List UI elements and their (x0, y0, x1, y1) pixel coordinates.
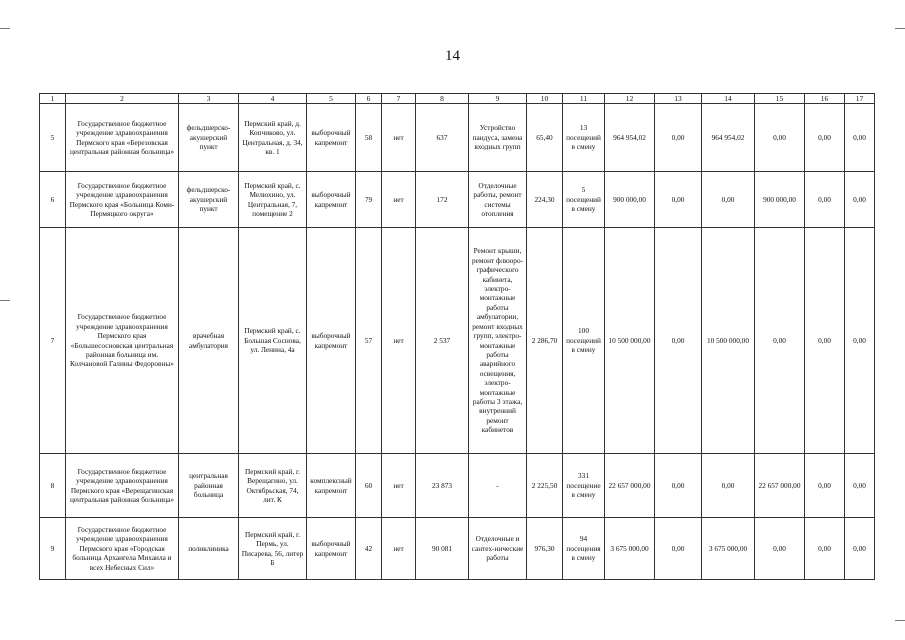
scan-edge-mark (0, 28, 10, 29)
column-header: 8 (416, 94, 469, 104)
column-header: 16 (805, 94, 845, 104)
column-header: 5 (307, 94, 356, 104)
cell-col16: 0,00 (805, 172, 845, 228)
repair-type: комплексный капремонт (307, 454, 356, 518)
cell-col11: 100 посещений в смену (563, 228, 605, 454)
cell-col8: 637 (416, 104, 469, 172)
cell-col8: 90 081 (416, 518, 469, 580)
cell-col11: 331 посещение в смену (563, 454, 605, 518)
row-number: 8 (40, 454, 66, 518)
facilities-table-wrapper (39, 93, 875, 580)
cell-col11: 94 посещения в смену (563, 518, 605, 580)
organization-name: Государственное бюджетное учреждение здравоохранения Пермского края «Городская больница Архангела Михаила и всех Небесных Сил» (66, 518, 179, 580)
cell-col8: 2 537 (416, 228, 469, 454)
column-header: 2 (66, 94, 179, 104)
cell-col17: 0,00 (845, 172, 875, 228)
facility-address: Пермский край, с. Мелюхино, ул. Центральная, 7, помещение 2 (239, 172, 307, 228)
column-header: 12 (605, 94, 655, 104)
table-row (40, 518, 875, 580)
cell-col15: 900 000,00 (755, 172, 805, 228)
column-header: 1 (40, 94, 66, 104)
repair-type: выборочный капремонт (307, 172, 356, 228)
organization-name: Государственное бюджетное учреждение здравоохранения Пермского края «Больница Коми-Пермяцкого округа» (66, 172, 179, 228)
cell-col6: 60 (356, 454, 382, 518)
organization-name: Государственное бюджетное учреждение здравоохранения Пермского края «Березовская центральная районная больница» (66, 104, 179, 172)
facility-address: Пермский край, с. Большая Соснова, ул. Ленина, 4а (239, 228, 307, 454)
facility-address: Пермский край, д. Копчиково, ул. Центральная, д. 34, кв. 1 (239, 104, 307, 172)
cell-col17: 0,00 (845, 104, 875, 172)
facility-type: центральная районная больница (179, 454, 239, 518)
column-header: 17 (845, 94, 875, 104)
works-description: Устройство пандуса, замена входных групп (469, 104, 527, 172)
column-header: 3 (179, 94, 239, 104)
cell-col10: 2 225,50 (527, 454, 563, 518)
cell-col14: 3 675 000,00 (702, 518, 755, 580)
table-row (40, 172, 875, 228)
works-description: Отделочные работы, ремонт системы отопления (469, 172, 527, 228)
cell-col10: 976,30 (527, 518, 563, 580)
column-header: 10 (527, 94, 563, 104)
cell-col17: 0,00 (845, 454, 875, 518)
facility-type: фельдшерско-акушерский пункт (179, 172, 239, 228)
column-header: 4 (239, 94, 307, 104)
cell-col7: нет (382, 104, 416, 172)
cell-col12: 900 000,00 (605, 172, 655, 228)
scan-edge-mark (0, 300, 10, 301)
table-row (40, 104, 875, 172)
cell-col6: 79 (356, 172, 382, 228)
facility-type: фельдшерско-акушерский пункт (179, 104, 239, 172)
cell-col7: нет (382, 172, 416, 228)
column-header: 6 (356, 94, 382, 104)
column-number-row (40, 94, 875, 104)
row-number: 5 (40, 104, 66, 172)
cell-col16: 0,00 (805, 518, 845, 580)
cell-col15: 0,00 (755, 228, 805, 454)
cell-col17: 0,00 (845, 518, 875, 580)
organization-name: Государственное бюджетное учреждение здравоохранения Пермского края «Верещагинская центральная районная больница» (66, 454, 179, 518)
cell-col13: 0,00 (655, 518, 702, 580)
facilities-table (39, 93, 875, 580)
cell-col11: 13 посещений в смену (563, 104, 605, 172)
cell-col10: 65,40 (527, 104, 563, 172)
repair-type: выборочный капремонт (307, 104, 356, 172)
page-number: 14 (445, 48, 460, 64)
column-header: 14 (702, 94, 755, 104)
facility-type: врачебная амбулатория (179, 228, 239, 454)
cell-col16: 0,00 (805, 104, 845, 172)
cell-col16: 0,00 (805, 228, 845, 454)
scan-edge-mark (895, 620, 905, 621)
cell-col15: 0,00 (755, 104, 805, 172)
cell-col12: 964 954,02 (605, 104, 655, 172)
repair-type: выборочный капремонт (307, 518, 356, 580)
cell-col14: 964 954,02 (702, 104, 755, 172)
row-number: 7 (40, 228, 66, 454)
cell-col10: 2 286,70 (527, 228, 563, 454)
column-header: 13 (655, 94, 702, 104)
works-description: - (469, 454, 527, 518)
cell-col7: нет (382, 454, 416, 518)
cell-col6: 57 (356, 228, 382, 454)
cell-col13: 0,00 (655, 172, 702, 228)
cell-col17: 0,00 (845, 228, 875, 454)
organization-name: Государственное бюджетное учреждение здравоохранения Пермского края «Большесосновская центральная районная больница им. Колчановой Галины Федоровны» (66, 228, 179, 454)
facility-address: Пермский край, г. Верещагино, ул. Октябрьская, 74, лит. К (239, 454, 307, 518)
cell-col15: 0,00 (755, 518, 805, 580)
cell-col6: 58 (356, 104, 382, 172)
column-header: 9 (469, 94, 527, 104)
cell-col7: нет (382, 228, 416, 454)
works-description: Отделочные и сантех-нические работы (469, 518, 527, 580)
cell-col13: 0,00 (655, 454, 702, 518)
cell-col11: 5 посещений в смену (563, 172, 605, 228)
row-number: 9 (40, 518, 66, 580)
cell-col12: 3 675 000,00 (605, 518, 655, 580)
column-header: 7 (382, 94, 416, 104)
row-number: 6 (40, 172, 66, 228)
cell-col16: 0,00 (805, 454, 845, 518)
facility-address: Пермский край, г. Пермь, ул. Писарева, 56, литер Б (239, 518, 307, 580)
facility-type: поликлиника (179, 518, 239, 580)
column-header: 11 (563, 94, 605, 104)
cell-col14: 0,00 (702, 172, 755, 228)
cell-col14: 0,00 (702, 454, 755, 518)
table-row (40, 454, 875, 518)
cell-col7: нет (382, 518, 416, 580)
repair-type: выборочный капремонт (307, 228, 356, 454)
cell-col14: 10 500 000,00 (702, 228, 755, 454)
column-header: 15 (755, 94, 805, 104)
cell-col15: 22 657 000,00 (755, 454, 805, 518)
cell-col13: 0,00 (655, 104, 702, 172)
scan-edge-mark (895, 28, 905, 29)
works-description: Ремонт крыши, ремонт флюоро-графического кабинета, электро-монтажные работы амбулатории, ремонт входных групп, электро-монтажные работы аварийного освещения, электро-монтажные работы 3 этажа, внутренний ремонт кабинетов (469, 228, 527, 454)
cell-col8: 23 873 (416, 454, 469, 518)
cell-col12: 10 500 000,00 (605, 228, 655, 454)
cell-col10: 224,30 (527, 172, 563, 228)
cell-col12: 22 657 000,00 (605, 454, 655, 518)
table-row (40, 228, 875, 454)
cell-col8: 172 (416, 172, 469, 228)
cell-col6: 42 (356, 518, 382, 580)
cell-col13: 0,00 (655, 228, 702, 454)
